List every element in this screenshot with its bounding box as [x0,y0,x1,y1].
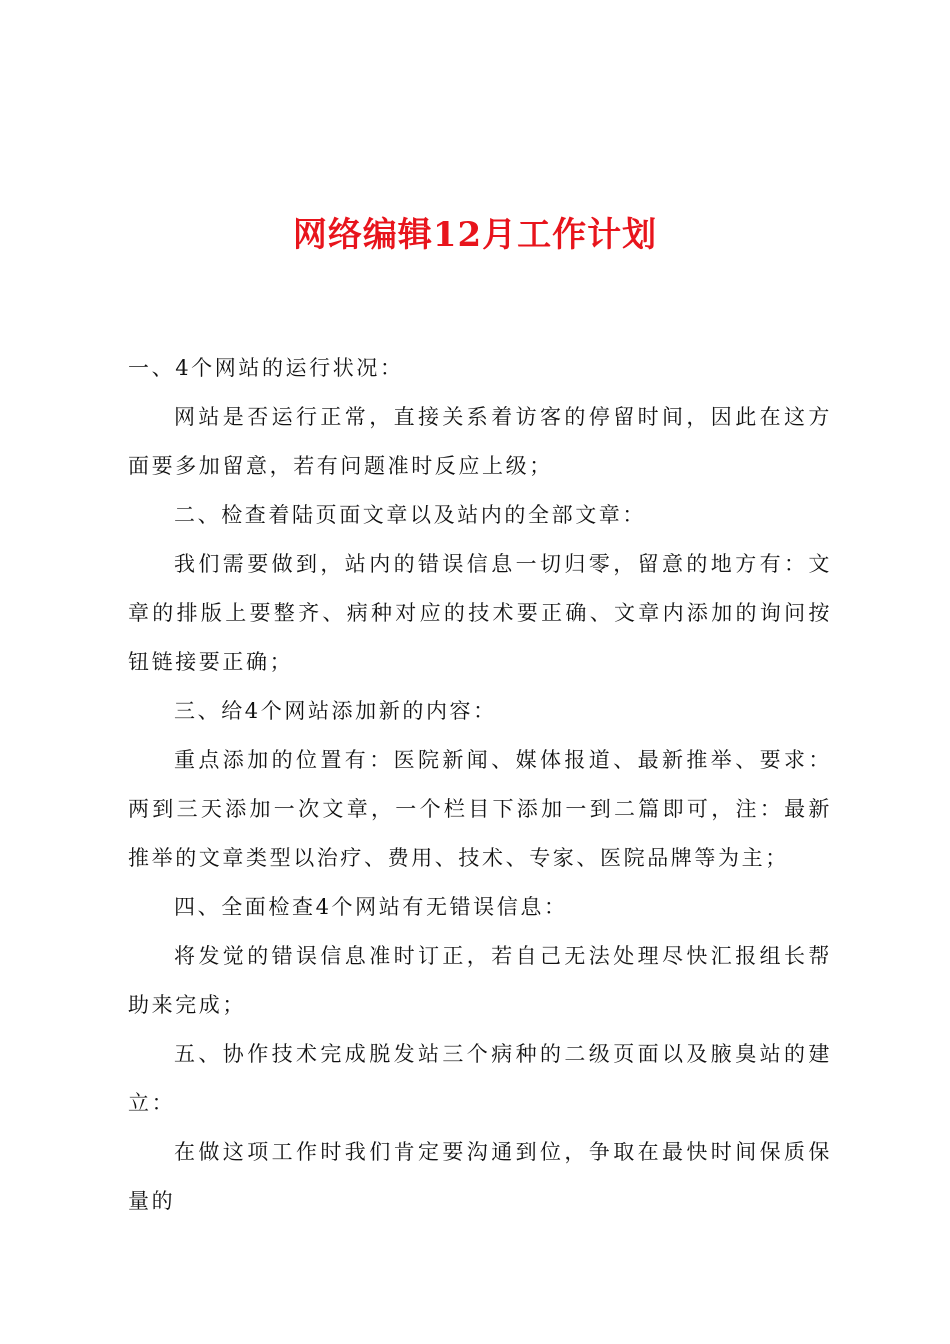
paragraph-2: 我们需要做到，站内的错误信息一切归零，留意的地方有：文章的排版上要整齐、病种对应的技术要正确、文章内添加的询问按钮链接要正确； [128,552,832,674]
section-heading-4: 四、全面检查4个网站有无错误信息： [174,895,568,919]
paragraph-1: 网站是否运行正常，直接关系着访客的停留时间，因此在这方面要多加留意，若有问题准时反应上级； [128,405,832,478]
paragraph-5: 在做这项工作时我们肯定要沟通到位，争取在最快时间保质保量的 [128,1140,832,1213]
document-title: 网络编辑12月工作计划 [292,215,658,255]
section-heading-3: 三、给4个网站添加新的内容： [174,699,497,723]
section-heading-5: 五、协作技术完成脱发站三个病种的二级页面以及腋臭站的建立： [128,1042,832,1115]
section-heading-1: 一、4个网站的运行状况： [128,356,404,380]
paragraph-4: 将发觉的错误信息准时订正，若自己无法处理尽快汇报组长帮助来完成； [128,944,832,1017]
document-body [128,344,832,1226]
section-heading-2: 二、检查着陆页面文章以及站内的全部文章： [174,503,646,527]
paragraph-3: 重点添加的位置有：医院新闻、媒体报道、最新推举、要求：两到三天添加一次文章，一个栏目下添加一到二篇即可，注：最新推举的文章类型以治疗、费用、技术、专家、医院品牌等为主； [128,748,832,870]
